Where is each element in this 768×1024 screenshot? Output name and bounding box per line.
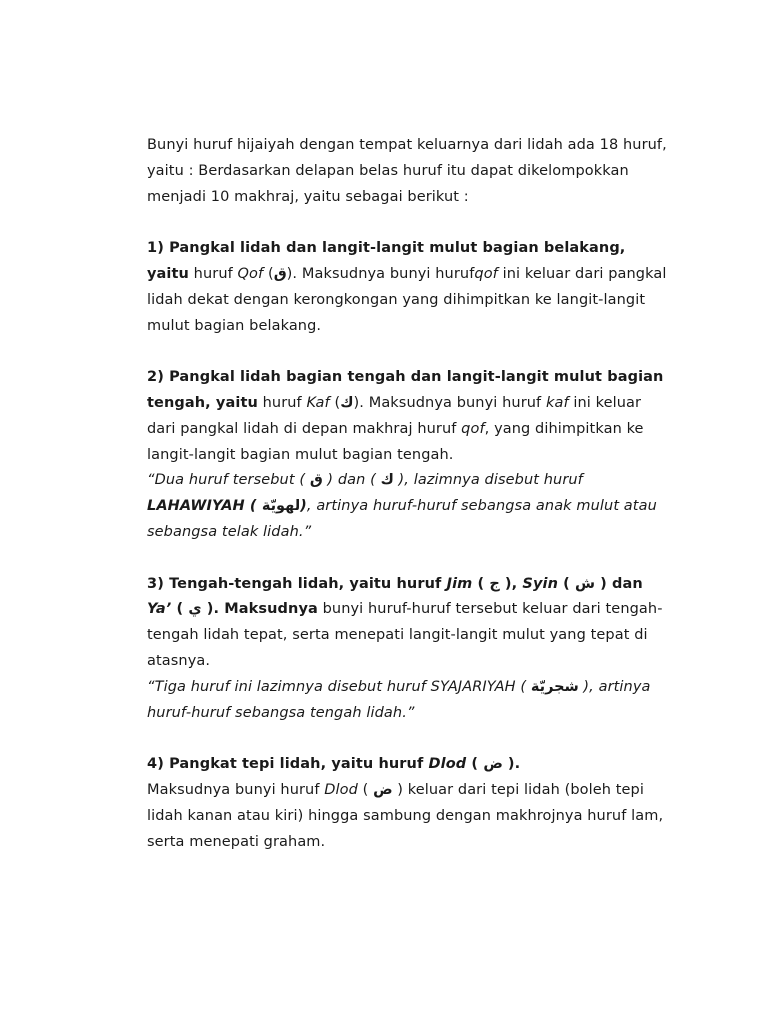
letter-name: Dlod [324, 781, 358, 798]
section-3 [147, 572, 667, 727]
quote-text: ), artinya huruf-huruf sebangsa tengah lidah.” [147, 678, 651, 721]
text: ( [357, 781, 374, 798]
heading-text: ( [171, 601, 189, 618]
text: ). Maksudnya bunyi huruf [286, 265, 475, 282]
arabic-term: لهويّة [261, 498, 301, 515]
section-2-paragraph [147, 365, 667, 468]
letter-name: qof [461, 420, 485, 437]
quote-text: ), [393, 472, 409, 489]
letter-name: Qof [237, 265, 264, 282]
section-4-heading-line [147, 752, 667, 778]
heading-text: ( [466, 756, 484, 773]
letter-name: qof [474, 265, 498, 282]
letter-name: Kaf [306, 394, 330, 411]
section-1 [147, 236, 667, 339]
document-page [147, 133, 667, 881]
heading-text: ). Maksudnya [201, 601, 318, 618]
heading-text: ), [499, 575, 523, 592]
section-2 [147, 365, 667, 546]
section-4-heading [147, 756, 520, 772]
section-3-paragraph [147, 572, 667, 675]
text: huruf [188, 265, 238, 282]
quote-text: ) dan ( [322, 472, 381, 489]
heading-text: 4) Pangkat tepi lidah, yaitu huruf [147, 756, 429, 773]
arabic-letter: ض [373, 781, 393, 798]
letter-name: Jim [446, 575, 473, 592]
arabic-term: شجريّة [530, 678, 579, 695]
arabic-letter: ي [188, 601, 202, 618]
arabic-letter: ق [273, 265, 287, 282]
quote-text: lazimnya disebut huruf [409, 472, 583, 489]
text: ). Maksudnya bunyi huruf [353, 394, 546, 411]
section-1-heading: 1) Pangkal lidah dan langit-langit mulut bagian belakang, yaitu [147, 240, 626, 282]
quote-text: ) [300, 498, 307, 515]
letter-name: Dlod [428, 756, 467, 773]
quote-term: LAHAWIYAH ( [147, 498, 262, 515]
quote-text: “Tiga huruf ini lazimnya disebut huruf SYAJARIYAH ( [147, 678, 531, 695]
letter-name: Ya’ [147, 601, 172, 618]
text: ini keluar dari pangkal lidah dekat dengan kerongkongan yang dihimpitkan ke langit-langit mulut bagian belakang. [147, 265, 667, 334]
text: huruf [257, 394, 307, 411]
text: bunyi huruf-huruf tersebut keluar dari tengah-tengah lidah tepat, serta menepati langit-langit mulut yang tepat di atasnya. [147, 601, 663, 669]
text: ) keluar dari tepi lidah (boleh tepi lidah kanan atau kiri) hingga sambung dengan makhrojnya huruf lam, serta menepati graham. [147, 781, 664, 850]
text: , yang dihimpitkan ke langit-langit bagian mulut bagian tengah. [147, 420, 644, 463]
section-2-quote [147, 468, 667, 545]
text: ( [263, 265, 274, 282]
heading-text: 3) Tengah-tengah lidah, yaitu huruf [147, 575, 447, 592]
arabic-letter: ك [340, 394, 354, 411]
intro-paragraph: Bunyi huruf hijaiyah dengan tempat keluarnya dari lidah ada 18 huruf, yaitu : Berdasarkan delapan belas huruf itu dapat dikelompokkan menjadi 10 makhraj, yaitu sebagai berikut : [147, 137, 667, 205]
heading-text: ). [502, 756, 521, 773]
letter-name: Syin [522, 575, 558, 592]
arabic-letter: ش [575, 575, 596, 592]
section-1-paragraph [147, 236, 667, 339]
arabic-letter: ك [380, 472, 394, 489]
section-2-heading: 2) Pangkal lidah bagian tengah dan langit-langit mulut bagian tengah, yaitu [147, 369, 664, 411]
section-4 [147, 752, 667, 855]
heading-text: ( [472, 575, 490, 592]
arabic-letter: ق [309, 472, 323, 489]
arabic-letter: ض [483, 756, 503, 773]
heading-text: ) dan [595, 575, 643, 592]
text: Maksudnya bunyi huruf [147, 781, 325, 798]
letter-name: kaf [545, 394, 569, 411]
heading-text: ( [558, 575, 576, 592]
section-4-paragraph [147, 778, 667, 855]
text: ( [329, 394, 341, 411]
section-3-quote [147, 675, 667, 727]
quote-text: , artinya huruf-huruf sebangsa anak mulut atau sebangsa telak lidah.” [147, 498, 657, 540]
arabic-letter: ج [489, 575, 500, 592]
text: ini keluar dari pangkal lidah di depan makhraj huruf [147, 394, 642, 437]
quote-text: “Dua huruf tersebut ( [147, 472, 310, 489]
